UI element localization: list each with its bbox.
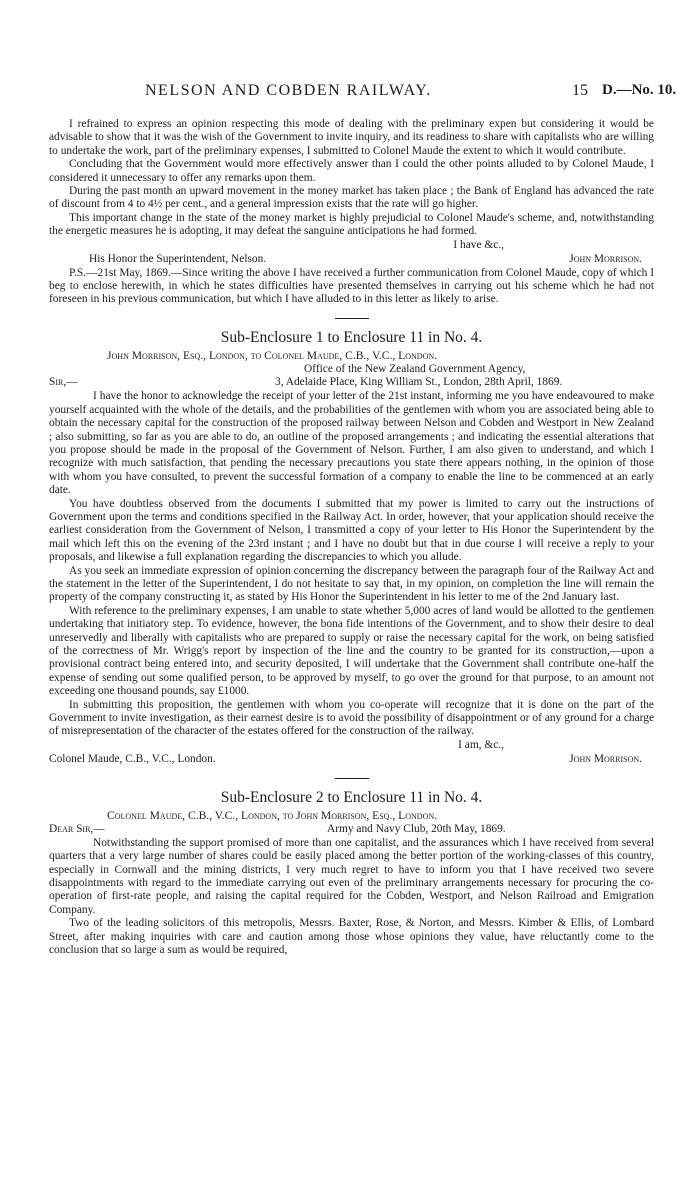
letter-address: Office of the New Zealand Government Agency,	[304, 362, 526, 375]
salutation-row	[49, 376, 654, 390]
addressee: His Honor the Superintendent, Nelson.	[89, 252, 267, 265]
paragraph: With reference to the preliminary expenses, I am unable to state whether 5,000 acres of land would be allotted to the gentlemen undertaking that initiatory step. To evidence, however, the bona fide intentions of the Government, and to show their desire to deal unreservedly and liberally with capitalists who are prepared to supply or raise the necessary capital for the work, on being satisfied of the correctness of Mr. Wrigg's report by inspection of the line and the country to be granted for its construction,—upon a provisional contract being entered into, and security deposited, I will undertake that the Government shall contribute one-half the expense of sending out some qualified person, to be approved by myself, to go over the ground for that purpose, to an amount not exceeding one thousand pounds, say £1000.	[49, 604, 654, 698]
signature: John Morrison.	[569, 252, 642, 265]
section-divider	[335, 318, 369, 319]
paragraph: During the past month an upward movement in the money market has taken place ; the Bank of England has advanced the rate of discount from 4 to 4½ per cent., and a general impression exists that the rate will go higher.	[49, 185, 654, 211]
paragraph: Notwithstanding the support promised of more than one capitalist, and the assurances which I have received from several quarters that a very large number of shares could be easily placed among the better portion of the working-classes of this country, especially in Cornwall and the mining districts, I very much regret to have to inform you that I have received two severe disappointments with regard to the immediate carrying out even of the preliminary arrangements necessary for procuring the co-operation of first-rate people, and raising the capital required for the Cobden, Westport, and Nelson Railroad and Emigration Company.	[49, 836, 654, 916]
letter-date: 3, Adelaide Place, King William St., London, 28th April, 1869.	[275, 376, 563, 389]
postscript: P.S.—21st May, 1869.—Since writing the above I have received a further communication from Colonel Maude, copy of which I beg to enclose herewith, in which he states difficulties have presented themselves in carrying out his scheme which he had not foreseen in his previous communication, but which I have alluded to in this letter as likely to arise.	[49, 266, 654, 306]
enclosure-heading: Sub-Enclosure 2 to Enclosure 11 in No. 4.	[220, 788, 483, 806]
paragraph: As you seek an immediate expression of opinion concerning the discrepancy between the paragraph four of the Railway Act and the statement in the letter of the Superintendent, I do not hesitate to say that, in my opinion, on completion the line will remain the property of the company constructing it, as stated by His Honor the Superintendent in his letter to me of the 2nd January last.	[49, 564, 654, 604]
closing: I am, &c.,	[458, 738, 504, 751]
enclosure-subheading: Colonel Maude, C.B., V.C., London, to John Morrison, Esq., London.	[107, 808, 438, 822]
document-body	[49, 118, 654, 958]
addressee-signature-row	[49, 753, 654, 767]
paragraph: I have the honor to acknowledge the receipt of your letter of the 21st instant, informing me you have endeavoured to make yourself acquainted with the whole of the details, and the probabilities of the gentlemen with whom you are associated being able to obtain the necessary capital for the construction of the proposed railway between Nelson and Cobden and Westport in New Zealand ; also submitting, so far as you are able to do, an outline of the proposed arrangements ; and indicating the essential alterations that you propose should be made in the proposal of the Government of Nelson. Further, I am also given to understand, and which I recognize with much satisfaction, that pending the necessary precautions you state there appears nothing, in the opinion of those with whom you have consulted, to prevent the successful formation of a company to enable the line to be commenced at an early date.	[49, 390, 654, 497]
running-title: NELSON AND COBDEN RAILWAY.	[145, 82, 432, 99]
addressee-signature-row	[49, 253, 654, 267]
document-reference: D.—No. 10.	[602, 82, 677, 98]
paragraph: I refrained to express an opinion respecting this mode of dealing with the preliminary expen but considering it would be advisable to show that it was the wish of the Government to invite inquiry, and its readiness to share with capitalists who are willing to undertake the work, part of the preliminary expenses, I submitted to Colonel Maude the extent to which it would contribute.	[49, 118, 654, 157]
page-header	[0, 82, 700, 104]
section-divider	[335, 778, 369, 779]
page-number: 15	[572, 82, 588, 99]
paragraph: In submitting this proposition, the gentlemen with whom you co-operate will recognize that it is done on the part of the Government to invite investigation, as their earnest desire is to avoid the possibility of disappointment or of any ground for a charge of misrepresentation of the character of the estates offered for the construction of the railway.	[49, 698, 654, 738]
paragraph: Two of the leading solicitors of this metropolis, Messrs. Baxter, Rose, & Norton, and Messrs. Kimber & Ellis, of Lombard Street, after making inquiries with care and caution among those whose opinions they value, have reluctantly come to the conclusion that so large a sum as would be required,	[49, 917, 654, 957]
letter-date: Army and Navy Club, 20th May, 1869.	[327, 822, 506, 835]
enclosure-subheading: John Morrison, Esq., London, to Colonel Maude, C.B., V.C., London.	[107, 348, 438, 362]
closing-line	[49, 239, 654, 253]
paragraph: Concluding that the Government would more effectively answer than I could the other points alluded to by Colonel Maude, I considered it unnecessary to offer any remarks upon them.	[49, 158, 654, 184]
enclosure-heading: Sub-Enclosure 1 to Enclosure 11 in No. 4.	[220, 328, 483, 346]
paragraph: You have doubtless observed from the documents I submitted that my power is limited to carry out the instructions of Government upon the terms and conditions specified in the Railway Act. In order, however, that your application should receive the earliest consideration from the Government of Nelson, I transmitted a copy of your letter to His Honor the Superintendent by the mail which left this on the evening of the 23rd instant ; and I have no doubt but that in due course I will receive a reply to your proposals, and likewise a full explanation regarding the discrepancies to which you allude.	[49, 497, 654, 564]
closing-line	[49, 739, 654, 753]
closing: I have &c.,	[453, 238, 504, 251]
salutation-row	[49, 823, 654, 837]
addressee: Colonel Maude, C.B., V.C., London.	[49, 752, 216, 765]
salutation: Sir,—	[49, 376, 78, 389]
signature: John Morrison.	[569, 752, 642, 765]
salutation: Dear Sir,—	[49, 822, 105, 835]
paragraph: This important change in the state of the money market is highly prejudicial to Colonel Maude's scheme, and, notwithstanding the energetic measures he is adopting, it may defeat the sanguine anticipations he had formed.	[49, 211, 654, 238]
